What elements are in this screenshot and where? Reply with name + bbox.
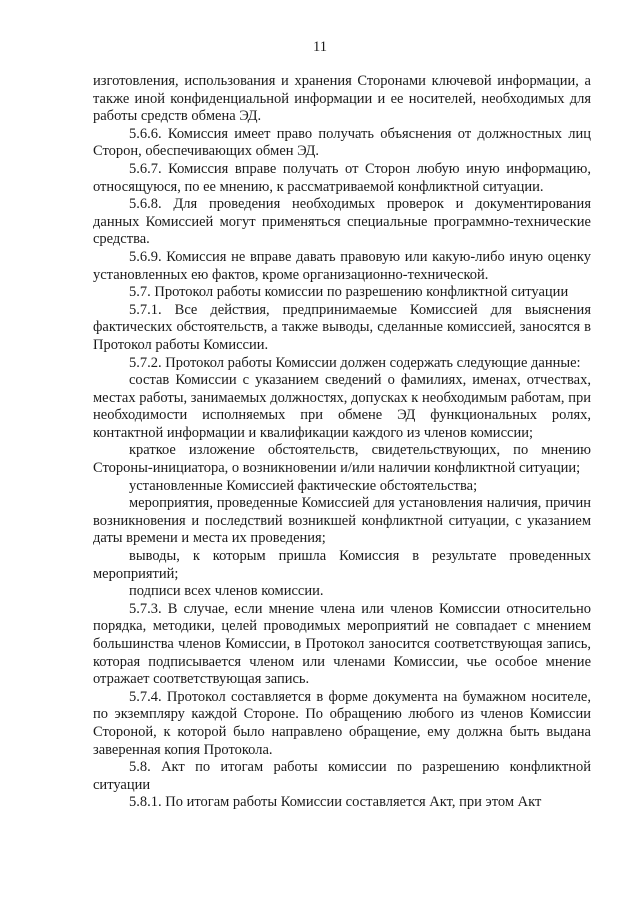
paragraph-5-7-4: 5.7.4. Протокол составляется в форме документа на бумажном носителе, по экземпляру каждой Стороне. По обращению любого из членов Комиссии Стороной, к которой было направлено обращение, ему должна быть выдана заверенная копия Протокола. [93,688,591,758]
section-heading-5-7: 5.7. Протокол работы комиссии по разрешению конфликтной ситуации [129,284,569,301]
paragraph-5-6-8: 5.6.8. Для проведения необходимых проверок и документирования данных Комиссией могут применяться специальные программно-технические средства. [93,196,591,248]
paragraph-5-6-9: 5.6.9. Комиссия не вправе давать правовую или какую-либо иную оценку установленных ею фактов, кроме организационно-технической. [93,248,591,283]
paragraph-5-7-2: 5.7.2. Протокол работы Комиссии должен содержать следующие данные: [129,354,581,371]
list-item-circumstances-summary: краткое изложение обстоятельств, свидетельствующих, по мнению Стороны-инициатора, о возникновении и/или наличии конфликтной ситуации; [93,442,591,477]
list-item-signatures: подписи всех членов комиссии. [129,583,324,600]
section-heading-5-8: 5.8. Акт по итогам работы комиссии по разрешению конфликтной ситуации [93,759,591,793]
paragraph-5-6-7: 5.6.7. Комиссия вправе получать от Сторон любую иную информацию, относящуюся, по ее мнению, к рассматриваемой конфликтной ситуации. [93,160,591,195]
page-number: 11 [313,39,327,55]
list-item-commission-composition: состав Комиссии с указанием сведений о фамилиях, именах, отчествах, местах работы, занимаемых должностях, допусках к необходимым работам, при необходимости исполняемых при обмене ЭД функциональных ролях, контактной информации и квалификации каждого из членов комиссии; [93,372,591,441]
list-item-measures: мероприятия, проведенные Комиссией для установления наличия, причин возникновения и последствий возникшей конфликтной ситуации, с указанием даты времени и места их проведения; [93,495,591,547]
paragraph-5-7-3: 5.7.3. В случае, если мнение члена или членов Комиссии относительно порядка, методики, целей проводимых мероприятий не совпадает с мнением большинства членов Комиссии, в Протокол заносится соответствующая запись, которая подписывается членом или членами Комиссии, чье особое мнение отражает соответствующая запись. [93,600,591,688]
paragraph-5-7-1: 5.7.1. Все действия, предпринимаемые Комиссией для выяснения фактических обстоятельств, а также выводы, сделанные комиссией, заносятся в Протокол работы Комиссии. [93,301,591,353]
list-item-established-facts: установленные Комиссией фактические обстоятельства; [129,477,478,494]
list-item-conclusions: выводы, к которым пришла Комиссия в результате проведенных мероприятий; [93,548,591,582]
body-text [93,73,591,812]
paragraph-5-6-6: 5.6.6. Комиссия имеет право получать объяснения от должностных лиц Сторон, обеспечивающих обмен ЭД. [93,125,591,160]
paragraph-continuation: изготовления, использования и хранения Сторонами ключевой информации, а также иной конфиденциальной информации и ее носителей, необходимых для работы средств обмена ЭД. [93,73,591,125]
paragraph-5-8-1: 5.8.1. По итогам работы Комиссии составляется Акт, при этом Акт [129,794,542,811]
